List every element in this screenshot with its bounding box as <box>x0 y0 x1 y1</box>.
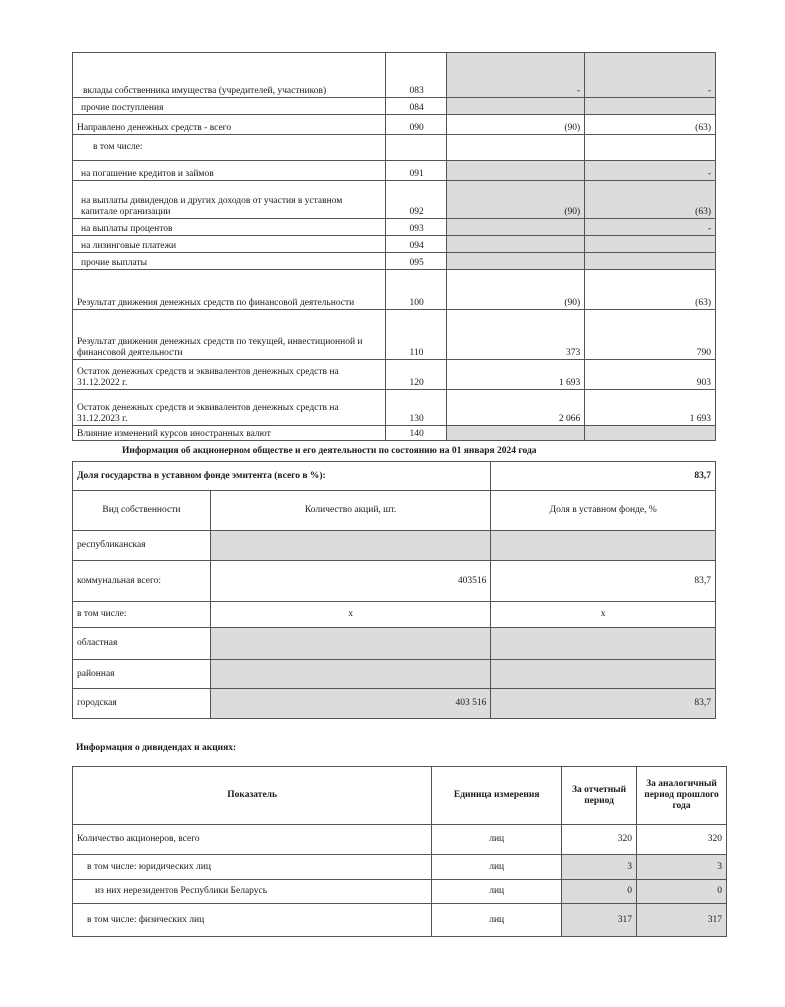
cash-flow-code: 090 <box>385 115 447 135</box>
cash-flow-previous: - <box>585 219 716 236</box>
state-share-label: Доля государства в уставном фонде эмитента (всего в %): <box>73 462 491 491</box>
header-share-percent: Доля в уставном фонде, % <box>491 491 716 531</box>
header-share-count: Количество акций, шт. <box>210 491 491 531</box>
cash-flow-previous <box>585 236 716 253</box>
cash-flow-code: 130 <box>385 390 447 426</box>
cash-flow-code: 095 <box>385 253 447 270</box>
cash-flow-label: Результат движения денежных средств по финансовой деятельности <box>73 270 386 310</box>
dividend-current: 3 <box>562 855 637 880</box>
cash-flow-current: 2 066 <box>447 390 585 426</box>
state-share-value: 83,7 <box>491 462 716 491</box>
dividend-indicator: в том числе: юридических лиц <box>73 855 432 880</box>
share-count <box>210 628 491 660</box>
cash-flow-current <box>447 161 585 181</box>
cash-flow-previous: (63) <box>585 270 716 310</box>
dividend-current: 317 <box>562 904 637 937</box>
ownership-row <box>73 660 716 689</box>
cash-flow-row <box>73 253 716 270</box>
cash-flow-previous: - <box>585 161 716 181</box>
cash-flow-label: на лизинговые платежи <box>73 236 386 253</box>
dividend-previous: 320 <box>637 825 727 855</box>
cash-flow-table <box>72 52 716 441</box>
cash-flow-current: 373 <box>447 310 585 360</box>
cash-flow-previous: (63) <box>585 181 716 219</box>
ownership-row <box>73 561 716 602</box>
cash-flow-row <box>73 360 716 390</box>
dividend-previous: 317 <box>637 904 727 937</box>
dividend-row <box>73 880 727 904</box>
cash-flow-label: прочие поступления <box>73 98 386 115</box>
cash-flow-label: Направлено денежных средств - всего <box>73 115 386 135</box>
cash-flow-row <box>73 53 716 98</box>
cash-flow-current: (90) <box>447 270 585 310</box>
cash-flow-code: 083 <box>385 53 447 98</box>
dividend-indicator: в том числе: физических лиц <box>73 904 432 937</box>
cash-flow-previous: 790 <box>585 310 716 360</box>
cash-flow-label: Остаток денежных средств и эквивалентов денежных средств на 31.12.2023 г. <box>73 390 386 426</box>
header-unit: Единица измерения <box>432 767 562 825</box>
dividend-row <box>73 904 727 937</box>
cash-flow-label: Результат движения денежных средств по текущей, инвестиционной и финансовой деятельности <box>73 310 386 360</box>
cash-flow-code: 100 <box>385 270 447 310</box>
dividend-previous: 3 <box>637 855 727 880</box>
cash-flow-row <box>73 115 716 135</box>
cash-flow-row <box>73 426 716 441</box>
cash-flow-previous: 903 <box>585 360 716 390</box>
cash-flow-code: 091 <box>385 161 447 181</box>
cash-flow-label: Влияние изменений курсов иностранных валют <box>73 426 386 441</box>
cash-flow-current <box>447 135 585 161</box>
dividend-row <box>73 855 727 880</box>
share-percent: х <box>491 602 716 628</box>
cash-flow-current: 1 693 <box>447 360 585 390</box>
cash-flow-row <box>73 181 716 219</box>
shareholder-section-title: Информация об акционерном обществе и его деятельности по состоянию на 01 января 2024 года <box>122 446 537 456</box>
cash-flow-current: - <box>447 53 585 98</box>
header-ownership-type: Вид собственности <box>73 491 211 531</box>
dividend-unit: лиц <box>432 904 562 937</box>
dividend-unit: лиц <box>432 880 562 904</box>
ownership-type: районная <box>73 660 211 689</box>
cash-flow-previous <box>585 135 716 161</box>
cash-flow-code: 093 <box>385 219 447 236</box>
share-percent <box>491 531 716 561</box>
ownership-type: коммунальная всего: <box>73 561 211 602</box>
share-count: х <box>210 602 491 628</box>
cash-flow-previous <box>585 426 716 441</box>
cash-flow-current <box>447 98 585 115</box>
cash-flow-current <box>447 219 585 236</box>
dividend-indicator: Количество акционеров, всего <box>73 825 432 855</box>
share-count: 403 516 <box>210 689 491 719</box>
cash-flow-code <box>385 135 447 161</box>
cash-flow-current <box>447 426 585 441</box>
cash-flow-label: на выплаты процентов <box>73 219 386 236</box>
shareholder-table <box>72 461 716 719</box>
cash-flow-code: 084 <box>385 98 447 115</box>
ownership-type: республиканская <box>73 531 211 561</box>
share-count <box>210 660 491 689</box>
ownership-type: областная <box>73 628 211 660</box>
ownership-row <box>73 602 716 628</box>
cash-flow-previous <box>585 98 716 115</box>
dividend-row <box>73 825 727 855</box>
cash-flow-previous <box>585 253 716 270</box>
cash-flow-row <box>73 219 716 236</box>
ownership-row <box>73 689 716 719</box>
share-count: 403516 <box>210 561 491 602</box>
cash-flow-previous: 1 693 <box>585 390 716 426</box>
cash-flow-row <box>73 270 716 310</box>
cash-flow-row <box>73 390 716 426</box>
cash-flow-previous: (63) <box>585 115 716 135</box>
cash-flow-row <box>73 161 716 181</box>
dividend-unit: лиц <box>432 825 562 855</box>
header-indicator: Показатель <box>73 767 432 825</box>
cash-flow-row <box>73 310 716 360</box>
dividend-unit: лиц <box>432 855 562 880</box>
cash-flow-row <box>73 135 716 161</box>
cash-flow-code: 092 <box>385 181 447 219</box>
ownership-type: в том числе: <box>73 602 211 628</box>
ownership-type: городская <box>73 689 211 719</box>
cash-flow-code: 120 <box>385 360 447 390</box>
cash-flow-code: 140 <box>385 426 447 441</box>
cash-flow-current: (90) <box>447 115 585 135</box>
ownership-row <box>73 628 716 660</box>
dividends-table <box>72 766 727 937</box>
cash-flow-label: вклады собственника имущества (учредителей, участников) <box>73 53 386 98</box>
dividends-section-title: Информация о дивидендах и акциях: <box>76 743 237 753</box>
share-percent: 83,7 <box>491 689 716 719</box>
share-percent <box>491 628 716 660</box>
share-percent <box>491 660 716 689</box>
cash-flow-current <box>447 236 585 253</box>
cash-flow-label: прочие выплаты <box>73 253 386 270</box>
header-current-period: За отчетный период <box>562 767 637 825</box>
cash-flow-label: Остаток денежных средств и эквивалентов денежных средств на 31.12.2022 г. <box>73 360 386 390</box>
cash-flow-current <box>447 253 585 270</box>
header-previous-period: За аналогичный период прошлого года <box>637 767 727 825</box>
share-count <box>210 531 491 561</box>
cash-flow-code: 110 <box>385 310 447 360</box>
dividend-current: 320 <box>562 825 637 855</box>
cash-flow-code: 094 <box>385 236 447 253</box>
dividend-current: 0 <box>562 880 637 904</box>
cash-flow-label: на погашение кредитов и займов <box>73 161 386 181</box>
cash-flow-label: в том числе: <box>73 135 386 161</box>
cash-flow-previous: - <box>585 53 716 98</box>
cash-flow-row <box>73 98 716 115</box>
cash-flow-row <box>73 236 716 253</box>
dividend-previous: 0 <box>637 880 727 904</box>
cash-flow-current: (90) <box>447 181 585 219</box>
ownership-row <box>73 531 716 561</box>
dividend-indicator: из них нерезидентов Республики Беларусь <box>73 880 432 904</box>
share-percent: 83,7 <box>491 561 716 602</box>
cash-flow-label: на выплаты дивидендов и других доходов от участия в уставном капитале организации <box>73 181 386 219</box>
